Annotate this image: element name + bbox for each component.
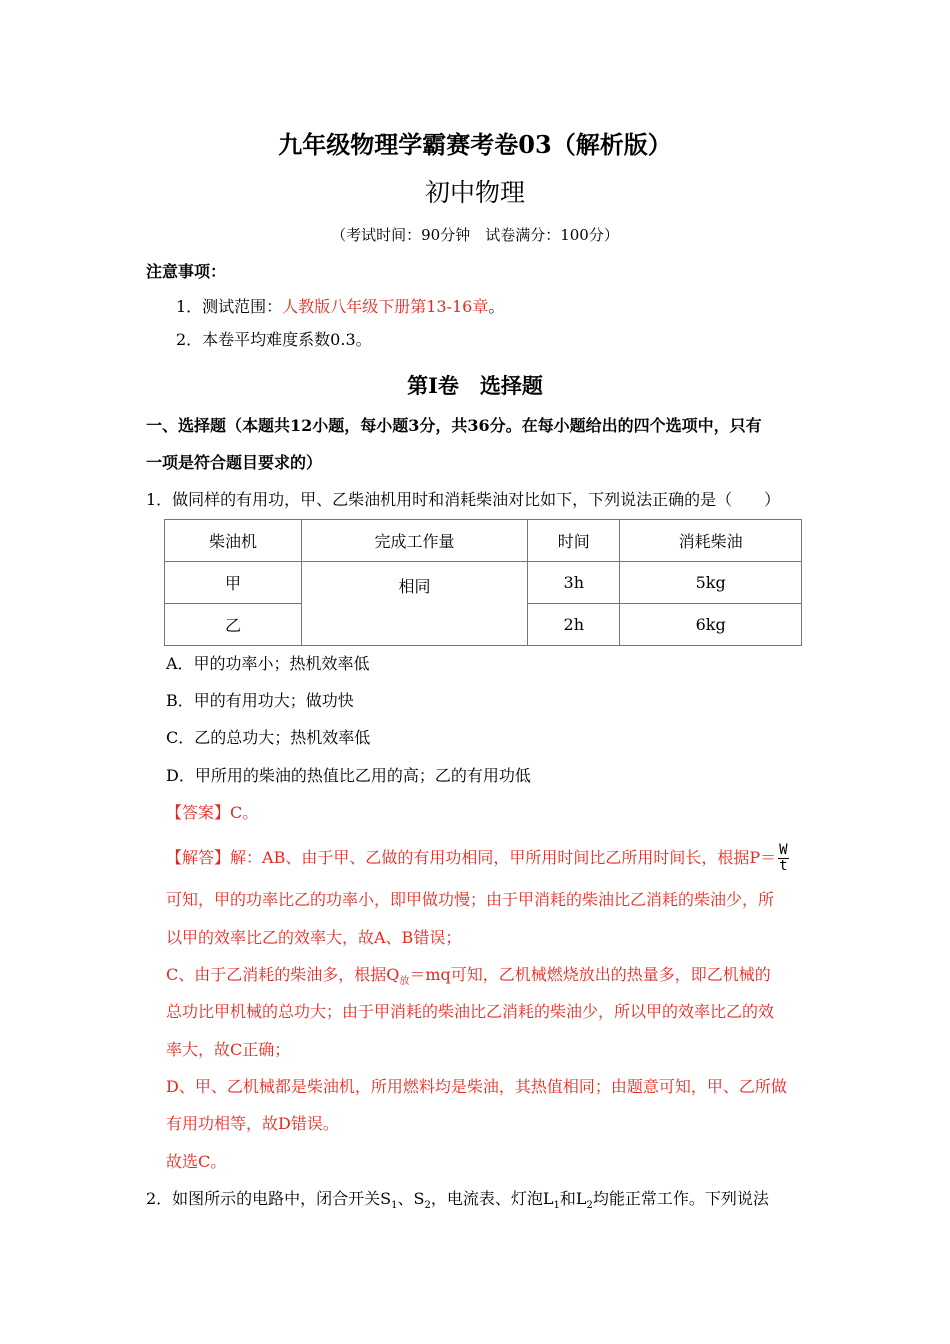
question-1-stem: 1．做同样的有用功，甲、乙柴油机用时和消耗柴油对比如下，下列说法正确的是（ ）	[146, 490, 781, 509]
analysis-line-5: 总功比甲机械的总功大；由于甲消耗的柴油比乙消耗的柴油少，所以甲的效率比乙的效	[166, 1002, 775, 1021]
power-formula-fraction	[778, 843, 788, 874]
q2-text: 和L	[559, 1189, 587, 1208]
notes-heading: 注意事项：	[146, 262, 227, 281]
table-header-cell: 完成工作量	[301, 520, 527, 562]
table-cell: 2h	[528, 604, 620, 646]
table-cell: 乙	[165, 604, 302, 646]
table-cell-merged: 相同	[301, 562, 527, 646]
table-header-cell: 消耗柴油	[620, 520, 802, 562]
table-cell: 甲	[165, 562, 302, 604]
table-header-cell: 柴油机	[165, 520, 302, 562]
subscript: 2	[424, 1200, 431, 1212]
analysis-text: 解：AB、由于甲、乙做的有用功相同，甲所用时间比乙所用时间长，根据P＝	[230, 848, 777, 867]
subscript: 1	[553, 1200, 560, 1212]
subscript: 1	[391, 1200, 398, 1212]
notes-item-1-prefix: 1．测试范围：	[176, 297, 283, 316]
option-b: B．甲的有用功大；做功快	[166, 691, 354, 710]
notes-item-1-scope: 人教版八年级下册第13-16章	[282, 297, 489, 316]
question-2-stem	[146, 1189, 769, 1216]
analysis-line-2: 可知，甲的功率比乙的功率小，即甲做功慢；由于甲消耗的柴油比乙消耗的柴油少，所	[166, 890, 775, 909]
table-cell: 3h	[528, 562, 620, 604]
section-title: 第Ⅰ卷 选择题	[407, 373, 543, 398]
section-instructions-line-1: 一、选择题（本题共12小题，每小题3分，共36分。在每小题给出的四个选项中，只有	[146, 416, 762, 435]
answer-line	[166, 803, 258, 823]
analysis-text: ＝mq可知，乙机械燃烧放出的热量多，即乙机械的	[409, 965, 771, 984]
notes-item-1-suffix: 。	[488, 297, 505, 316]
analysis-line-3: 以甲的效率比乙的效率大，故A、B错误；	[166, 928, 462, 947]
fraction-numerator: W	[779, 842, 788, 858]
analysis-label: 【解答】	[166, 848, 231, 867]
exam-info: （考试时间：90分钟 试卷满分：100分）	[331, 226, 619, 244]
q2-text: 、S	[397, 1189, 425, 1208]
notes-item-1	[176, 297, 504, 317]
q2-text: ，电流表、灯泡L	[430, 1189, 554, 1208]
subscript: 放	[399, 976, 410, 988]
analysis-line-9: 故选C。	[166, 1152, 227, 1171]
answer-value: C。	[230, 803, 259, 822]
option-d: D．甲所用的柴油的热值比乙用的高；乙的有用功低	[166, 766, 531, 785]
fraction-denominator: t	[779, 858, 788, 874]
analysis-line-1	[166, 843, 789, 874]
q2-text: 均能正常工作。下列说法	[592, 1189, 769, 1208]
option-a: A．甲的功率小；热机效率低	[166, 654, 370, 673]
option-c: C．乙的总功大；热机效率低	[166, 728, 371, 747]
exam-title: 九年级物理学霸赛考卷03（解析版）	[278, 130, 672, 159]
table-cell: 6kg	[620, 604, 802, 646]
table-header-row	[165, 520, 802, 562]
answer-label: 【答案】	[166, 803, 231, 822]
table-row	[165, 562, 802, 604]
section-instructions-line-2: 一项是符合题目要求的）	[146, 453, 323, 472]
analysis-line-6: 率大，故C正确；	[166, 1040, 291, 1059]
exam-subtitle: 初中物理	[424, 178, 525, 207]
analysis-line-4	[166, 965, 771, 992]
analysis-line-7: D、甲、乙机械都是柴油机，所用燃料均是柴油，其热值相同；由题意可知，甲、乙所做	[166, 1077, 787, 1096]
table-cell: 5kg	[620, 562, 802, 604]
analysis-line-8: 有用功相等，故D错误。	[166, 1114, 339, 1133]
notes-item-2: 2．本卷平均难度系数0.3。	[176, 330, 372, 349]
q2-text: 2．如图所示的电路中，闭合开关S	[146, 1189, 392, 1208]
analysis-text: C、由于乙消耗的柴油多，根据Q	[166, 965, 400, 984]
question-1-table	[164, 519, 802, 646]
subscript: 2	[586, 1200, 593, 1212]
table-header-cell: 时间	[528, 520, 620, 562]
